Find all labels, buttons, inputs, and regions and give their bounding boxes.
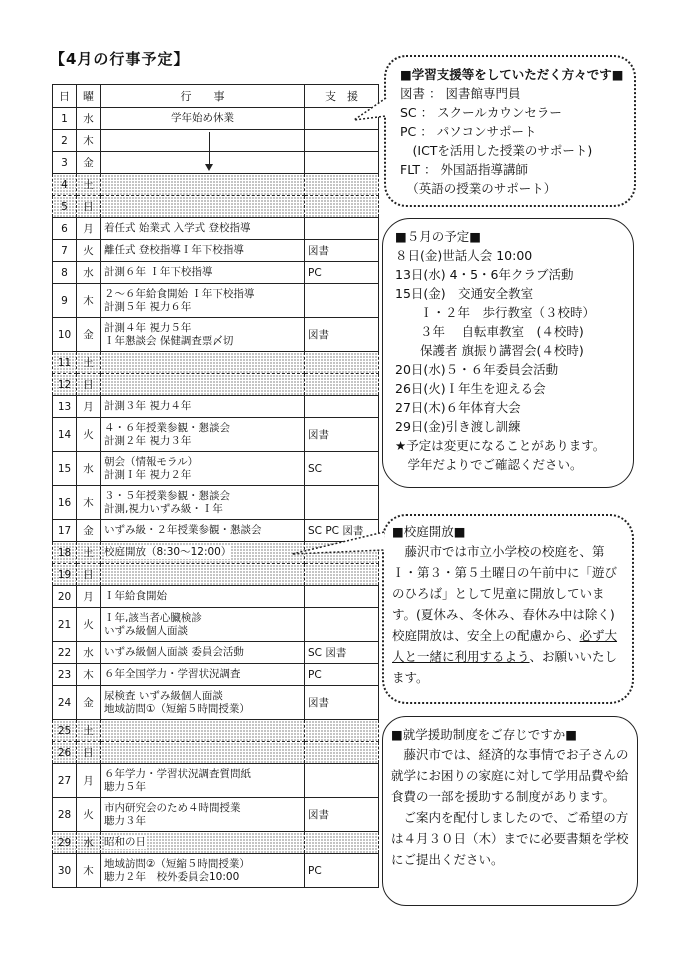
event-cell xyxy=(101,854,305,888)
weekday-cell: 土 xyxy=(77,542,101,564)
event-line: 昭和の日 xyxy=(104,836,146,848)
callout-tail-playground xyxy=(290,528,386,564)
table-row xyxy=(53,798,379,832)
day-cell: 28 xyxy=(53,798,77,832)
day-cell: 17 xyxy=(53,520,77,542)
day-cell: 7 xyxy=(53,240,77,262)
aid-paragraph-2: ご案内を配付しましたので、ご希望の方は４月３０日（木）までに必要書類を学校にご提出ください。 xyxy=(391,810,629,867)
table-row xyxy=(53,130,379,152)
aid-paragraph-1: 藤沢市では、経済的な事情でお子さんの就学にお困りの家庭に対して学用品費や給食費の一部を援助する制度があります。 xyxy=(391,747,629,804)
event-cell xyxy=(101,452,305,486)
table-row xyxy=(53,742,379,764)
event-line: 計測５年 視力６年 xyxy=(104,300,192,313)
weekday-cell: 金 xyxy=(77,686,101,720)
callout-tail-support xyxy=(352,96,392,126)
may-item: 15日(金) 交通安全教室 xyxy=(395,286,534,301)
playground-opening-box xyxy=(382,514,634,704)
weekday-cell: 月 xyxy=(77,586,101,608)
day-cell: 3 xyxy=(53,152,77,174)
event-line: 計測６年 Ｉ年下校指導 xyxy=(104,266,213,278)
support-line-pc: PC ： パソコンサポート xyxy=(400,124,537,139)
event-line: 計測３年 視力４年 xyxy=(104,400,192,412)
table-row xyxy=(53,608,379,642)
event-line: 聴力５年 xyxy=(104,780,146,793)
table-row xyxy=(53,854,379,888)
day-cell: 12 xyxy=(53,374,77,396)
may-item: 27日(木)６年体育大会 xyxy=(395,400,521,415)
support-line-sc: SC ： スクールカウンセラー xyxy=(400,105,562,120)
event-cell xyxy=(101,240,305,262)
weekday-cell: 土 xyxy=(77,352,101,374)
table-row xyxy=(53,196,379,218)
event-cell xyxy=(101,196,305,218)
may-item: Ｉ・２年 歩行教室（３校時） xyxy=(395,305,596,320)
day-cell: 5 xyxy=(53,196,77,218)
event-line: 市内研究会のため４時間授業 xyxy=(104,801,241,814)
event-cell xyxy=(101,764,305,798)
may-note: ★予定は変更になることがあります。 xyxy=(395,438,606,453)
table-row xyxy=(53,396,379,418)
support-staff-box xyxy=(384,55,636,207)
event-cell xyxy=(101,108,305,130)
event-line: 聴力２年 校外委員会10:00 xyxy=(104,870,240,883)
weekday-cell: 火 xyxy=(77,798,101,832)
event-line: ４・６年授業参観・懇談会 xyxy=(104,421,230,434)
support-cell: SC 図書 xyxy=(305,642,379,664)
day-cell: 29 xyxy=(53,832,77,854)
day-cell: 13 xyxy=(53,396,77,418)
support-cell xyxy=(305,218,379,240)
weekday-cell: 月 xyxy=(77,218,101,240)
event-line: 聴力３年 xyxy=(104,814,146,827)
support-cell: SC xyxy=(305,452,379,486)
event-cell xyxy=(101,396,305,418)
table-row xyxy=(53,374,379,396)
support-cell xyxy=(305,174,379,196)
support-cell xyxy=(305,720,379,742)
event-line: 校庭開放（8:30〜12:00） xyxy=(104,546,232,558)
day-cell: 24 xyxy=(53,686,77,720)
may-schedule-box xyxy=(382,218,634,488)
table-row xyxy=(53,452,379,486)
table-row xyxy=(53,664,379,686)
event-line: 地域訪問②（短縮５時間授業） xyxy=(104,857,250,870)
support-cell xyxy=(305,352,379,374)
support-cell xyxy=(305,586,379,608)
table-row xyxy=(53,486,379,520)
support-line-flt: FLT ： 外国語指導講師 xyxy=(400,162,529,177)
event-cell xyxy=(101,152,305,174)
support-cell: 図書 xyxy=(305,798,379,832)
support-cell: 図書 xyxy=(305,240,379,262)
weekday-cell: 火 xyxy=(77,418,101,452)
support-cell xyxy=(305,374,379,396)
playground-heading: ■校庭開放■ xyxy=(392,524,466,539)
table-row xyxy=(53,764,379,798)
weekday-cell: 水 xyxy=(77,452,101,486)
day-cell: 25 xyxy=(53,720,77,742)
table-row xyxy=(53,284,379,318)
weekday-cell: 木 xyxy=(77,486,101,520)
playground-text: 藤沢市では市立小学校の校庭を、第Ｉ・第３・第５土曜日の午前中に「遊びのひろば」として児童に開放しています。(夏休み、冬休み、春休み中は除く) 校庭開放は、安全上の配慮から、 xyxy=(392,544,628,643)
support-cell: 図書 xyxy=(305,318,379,352)
day-cell: 1 xyxy=(53,108,77,130)
day-cell: 23 xyxy=(53,664,77,686)
support-cell xyxy=(305,130,379,152)
event-cell xyxy=(101,798,305,832)
weekday-cell: 金 xyxy=(77,152,101,174)
playground-body xyxy=(392,541,626,688)
weekday-cell: 日 xyxy=(77,742,101,764)
header-day: 日 xyxy=(53,85,77,108)
event-cell xyxy=(101,686,305,720)
may-item: ３年 自転車教室 (４校時) xyxy=(395,324,584,339)
table-row xyxy=(53,686,379,720)
support-cell xyxy=(305,564,379,586)
event-line: 尿検査 いずみ級個人面談 xyxy=(104,689,223,702)
weekday-cell: 土 xyxy=(77,174,101,196)
may-heading: ■５月の予定■ xyxy=(395,229,482,244)
playground-underlined-text: 必ず大人と一緒に利用するよう xyxy=(392,628,618,664)
support-cell xyxy=(305,396,379,418)
support-cell xyxy=(305,486,379,520)
event-cell xyxy=(101,374,305,396)
event-line: 着任式 始業式 入学式 登校指導 xyxy=(104,222,251,234)
event-line: Ｉ年懇談会 保健調査票〆切 xyxy=(104,334,234,347)
table-row xyxy=(53,108,379,130)
day-cell: 19 xyxy=(53,564,77,586)
table-row xyxy=(53,564,379,586)
support-cell xyxy=(305,832,379,854)
table-row xyxy=(53,720,379,742)
support-cell: PC xyxy=(305,664,379,686)
day-cell: 22 xyxy=(53,642,77,664)
continuation-arrow-line xyxy=(209,132,210,166)
support-cell xyxy=(305,742,379,764)
may-item: 保護者 旗振り講習会(４校時) xyxy=(395,343,584,358)
day-cell: 15 xyxy=(53,452,77,486)
day-cell: 9 xyxy=(53,284,77,318)
weekday-cell: 金 xyxy=(77,318,101,352)
day-cell: 18 xyxy=(53,542,77,564)
weekday-cell: 木 xyxy=(77,130,101,152)
event-line: 計測２年 視力３年 xyxy=(104,434,192,447)
weekday-cell: 日 xyxy=(77,196,101,218)
event-cell xyxy=(101,130,305,152)
event-cell xyxy=(101,742,305,764)
event-line: 学年始め休業 xyxy=(171,112,234,124)
day-cell: 10 xyxy=(53,318,77,352)
down-arrow-icon xyxy=(205,164,213,171)
playground-text-end: 、お願いいたします。 xyxy=(392,649,618,685)
event-cell xyxy=(101,564,305,586)
weekday-cell: 水 xyxy=(77,832,101,854)
day-cell: 14 xyxy=(53,418,77,452)
day-cell: 30 xyxy=(53,854,77,888)
weekday-cell: 木 xyxy=(77,854,101,888)
support-line-pc-detail: (ICTを活用した授業のサポート) xyxy=(400,143,593,158)
day-cell: 16 xyxy=(53,486,77,520)
weekday-cell: 水 xyxy=(77,642,101,664)
event-line: ６年全国学力・学習状況調査 xyxy=(104,668,241,680)
table-header-row xyxy=(53,85,379,108)
event-line: 離任式 登校指導Ｉ年下校指導 xyxy=(104,244,244,256)
event-cell xyxy=(101,642,305,664)
event-cell xyxy=(101,318,305,352)
day-cell: 21 xyxy=(53,608,77,642)
event-line: いずみ級個人面談 委員会活動 xyxy=(104,646,244,658)
weekday-cell: 火 xyxy=(77,608,101,642)
may-item: 26日(火)Ｉ年生を迎える会 xyxy=(395,381,546,396)
school-aid-box xyxy=(382,716,638,906)
event-line: Ｉ年,該当者心臓検診 xyxy=(104,611,202,624)
event-cell xyxy=(101,262,305,284)
day-cell: 8 xyxy=(53,262,77,284)
weekday-cell: 日 xyxy=(77,564,101,586)
event-cell xyxy=(101,284,305,318)
event-cell xyxy=(101,520,305,542)
support-cell xyxy=(305,284,379,318)
support-cell xyxy=(305,196,379,218)
event-line: 朝会（情報モラル） xyxy=(104,455,199,468)
day-cell: 6 xyxy=(53,218,77,240)
support-line-flt-detail: （英語の授業のサポート） xyxy=(400,181,557,196)
aid-heading: ■就学援助制度をご存じですか■ xyxy=(391,727,578,742)
weekday-cell: 水 xyxy=(77,108,101,130)
day-cell: 4 xyxy=(53,174,77,196)
may-item: 29日(金)引き渡し訓練 xyxy=(395,419,521,434)
may-item: 13日(水) 4・5・6年クラブ活動 xyxy=(395,267,574,282)
event-line: ２〜６年給食開始 Ｉ年下校指導 xyxy=(104,287,255,300)
event-cell xyxy=(101,664,305,686)
event-line: 計測,視力いずみ級・Ｉ年 xyxy=(104,502,223,515)
event-cell xyxy=(101,542,305,564)
event-line: ３・５年授業参観・懇談会 xyxy=(104,489,230,502)
event-schedule-table xyxy=(52,84,379,888)
may-item: ８日(金)世話人会 10:00 xyxy=(395,248,533,263)
day-cell: 26 xyxy=(53,742,77,764)
page-title: 【4月の行事予定】 xyxy=(50,50,190,68)
day-cell: 27 xyxy=(53,764,77,798)
table-row xyxy=(53,586,379,608)
weekday-cell: 月 xyxy=(77,396,101,418)
weekday-cell: 金 xyxy=(77,520,101,542)
support-cell: SC PC 図書 xyxy=(305,520,379,542)
table-row xyxy=(53,832,379,854)
event-cell xyxy=(101,720,305,742)
header-support: 支 援 xyxy=(305,85,379,108)
event-line: いずみ級個人面談 xyxy=(104,624,188,637)
support-cell: 図書 xyxy=(305,686,379,720)
table-row xyxy=(53,318,379,352)
event-cell xyxy=(101,608,305,642)
table-row xyxy=(53,642,379,664)
weekday-cell: 木 xyxy=(77,664,101,686)
day-cell: 2 xyxy=(53,130,77,152)
table-row xyxy=(53,418,379,452)
may-note: 学年だよりでご確認ください。 xyxy=(395,457,583,472)
table-row xyxy=(53,174,379,196)
schedule-body xyxy=(53,108,379,888)
day-cell: 20 xyxy=(53,586,77,608)
table-row xyxy=(53,352,379,374)
event-cell xyxy=(101,352,305,374)
weekday-cell: 火 xyxy=(77,240,101,262)
event-line: いずみ級・２年授業参観・懇談会 xyxy=(104,524,262,536)
weekday-cell: 土 xyxy=(77,720,101,742)
event-cell xyxy=(101,832,305,854)
support-box-heading: ■学習支援等をしていただく方々です■ xyxy=(400,67,624,82)
weekday-cell: 木 xyxy=(77,284,101,318)
support-cell xyxy=(305,152,379,174)
weekday-cell: 日 xyxy=(77,374,101,396)
support-cell: 図書 xyxy=(305,418,379,452)
event-line: 地域訪問①（短縮５時間授業） xyxy=(104,702,250,715)
support-cell xyxy=(305,764,379,798)
support-line-library: 図書 ： 図書館専門員 xyxy=(400,86,521,101)
support-cell: PC xyxy=(305,854,379,888)
event-cell xyxy=(101,418,305,452)
may-item: 20日(水)５・６年委員会活動 xyxy=(395,362,559,377)
event-line: Ｉ年給食開始 xyxy=(104,590,167,602)
table-row xyxy=(53,152,379,174)
table-row xyxy=(53,240,379,262)
event-cell xyxy=(101,586,305,608)
event-cell xyxy=(101,218,305,240)
event-cell xyxy=(101,486,305,520)
support-cell: PC xyxy=(305,262,379,284)
table-row xyxy=(53,262,379,284)
event-line: 計測Ｉ年 視力２年 xyxy=(104,468,192,481)
header-event: 行 事 xyxy=(101,85,305,108)
event-line: 計測４年 視力５年 xyxy=(104,321,192,334)
event-cell xyxy=(101,174,305,196)
header-weekday: 曜 xyxy=(77,85,101,108)
table-row xyxy=(53,218,379,240)
weekday-cell: 水 xyxy=(77,262,101,284)
weekday-cell: 月 xyxy=(77,764,101,798)
support-cell xyxy=(305,608,379,642)
event-line: ６年学力・学習状況調査質問紙 xyxy=(104,767,251,780)
day-cell: 11 xyxy=(53,352,77,374)
